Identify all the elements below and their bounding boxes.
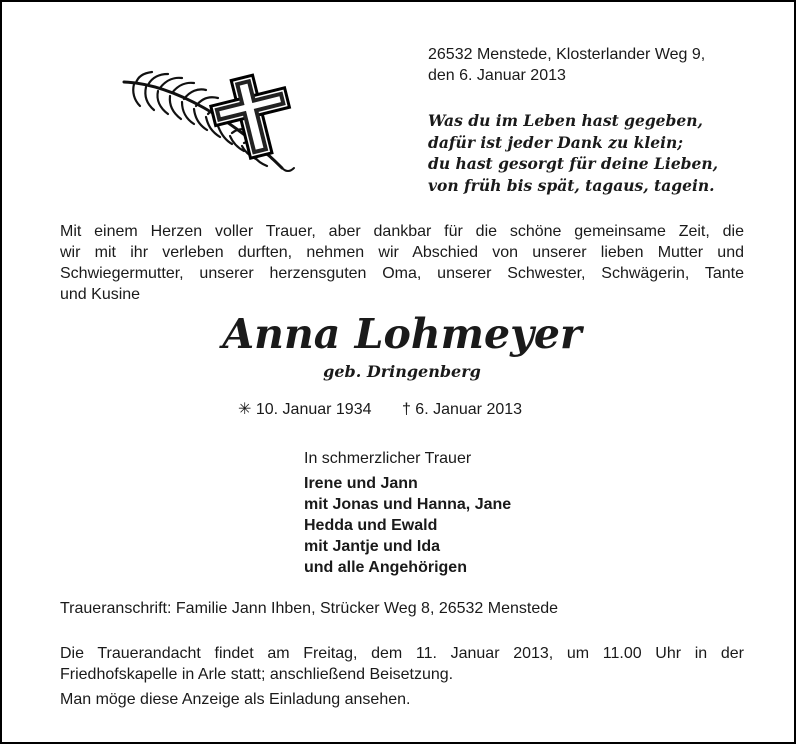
mourner-line: Irene und Jann	[304, 475, 418, 492]
mourner-line: Hedda und Ewald	[304, 517, 438, 534]
service-announcement	[60, 643, 744, 685]
intro-line: wir mit ihr verleben durften, nehmen wir Abschied von unserer lieben Mutter und	[60, 244, 744, 261]
death-date: † 6. Januar 2013	[401, 401, 523, 418]
intro-line: Schwiegermutter, unserer herzensguten Oma, unserer Schwester, Schwägerin, Tante	[60, 265, 744, 282]
intro-line: Mit einem Herzen voller Trauer, aber dankbar für die schöne gemeinsame Zeit, die	[60, 223, 744, 240]
poem-line: du hast gesorgt für deine Lieben,	[428, 154, 719, 173]
mourner-line: mit Jantje und Ida	[304, 538, 441, 555]
service-line: Friedhofskapelle in Arle statt; anschließend Beisetzung.	[60, 666, 454, 683]
mourning-heading: In schmerzlicher Trauer	[304, 450, 472, 467]
service-line: Die Trauerandacht findet am Freitag, dem 11. Januar 2013, um 11.00 Uhr in der	[60, 645, 744, 662]
memorial-poem	[428, 110, 748, 196]
deceased-name: Anna Lohmeyer	[222, 310, 582, 358]
address-line: 26532 Menstede, Klosterlander Weg 9,	[428, 46, 706, 63]
cross-with-palm-branch-icon	[114, 70, 300, 178]
mourner-line: mit Jonas und Hanna, Jane	[304, 496, 512, 513]
birth-date: ✳ 10. Januar 1934	[238, 401, 372, 418]
mourner-line: und alle Angehörigen	[304, 559, 467, 576]
date-line: den 6. Januar 2013	[428, 67, 566, 84]
maiden-name: geb. Dringenberg	[323, 362, 481, 381]
mourning-address: Traueranschrift: Familie Jann Ihben, Strücker Weg 8, 26532 Menstede	[60, 600, 559, 617]
poem-line: dafür ist jeder Dank zu klein;	[428, 132, 684, 152]
invitation-note: Man möge diese Anzeige als Einladung ansehen.	[60, 691, 411, 708]
poem-line: Was du im Leben hast gegeben,	[428, 111, 703, 130]
mourners-list	[304, 473, 704, 578]
intro-line: und Kusine	[60, 286, 141, 303]
place-date-block	[428, 44, 768, 86]
life-dates	[238, 399, 638, 420]
intro-paragraph	[60, 221, 744, 305]
poem-line: von früh bis spät, tagaus, tagein.	[428, 175, 715, 195]
